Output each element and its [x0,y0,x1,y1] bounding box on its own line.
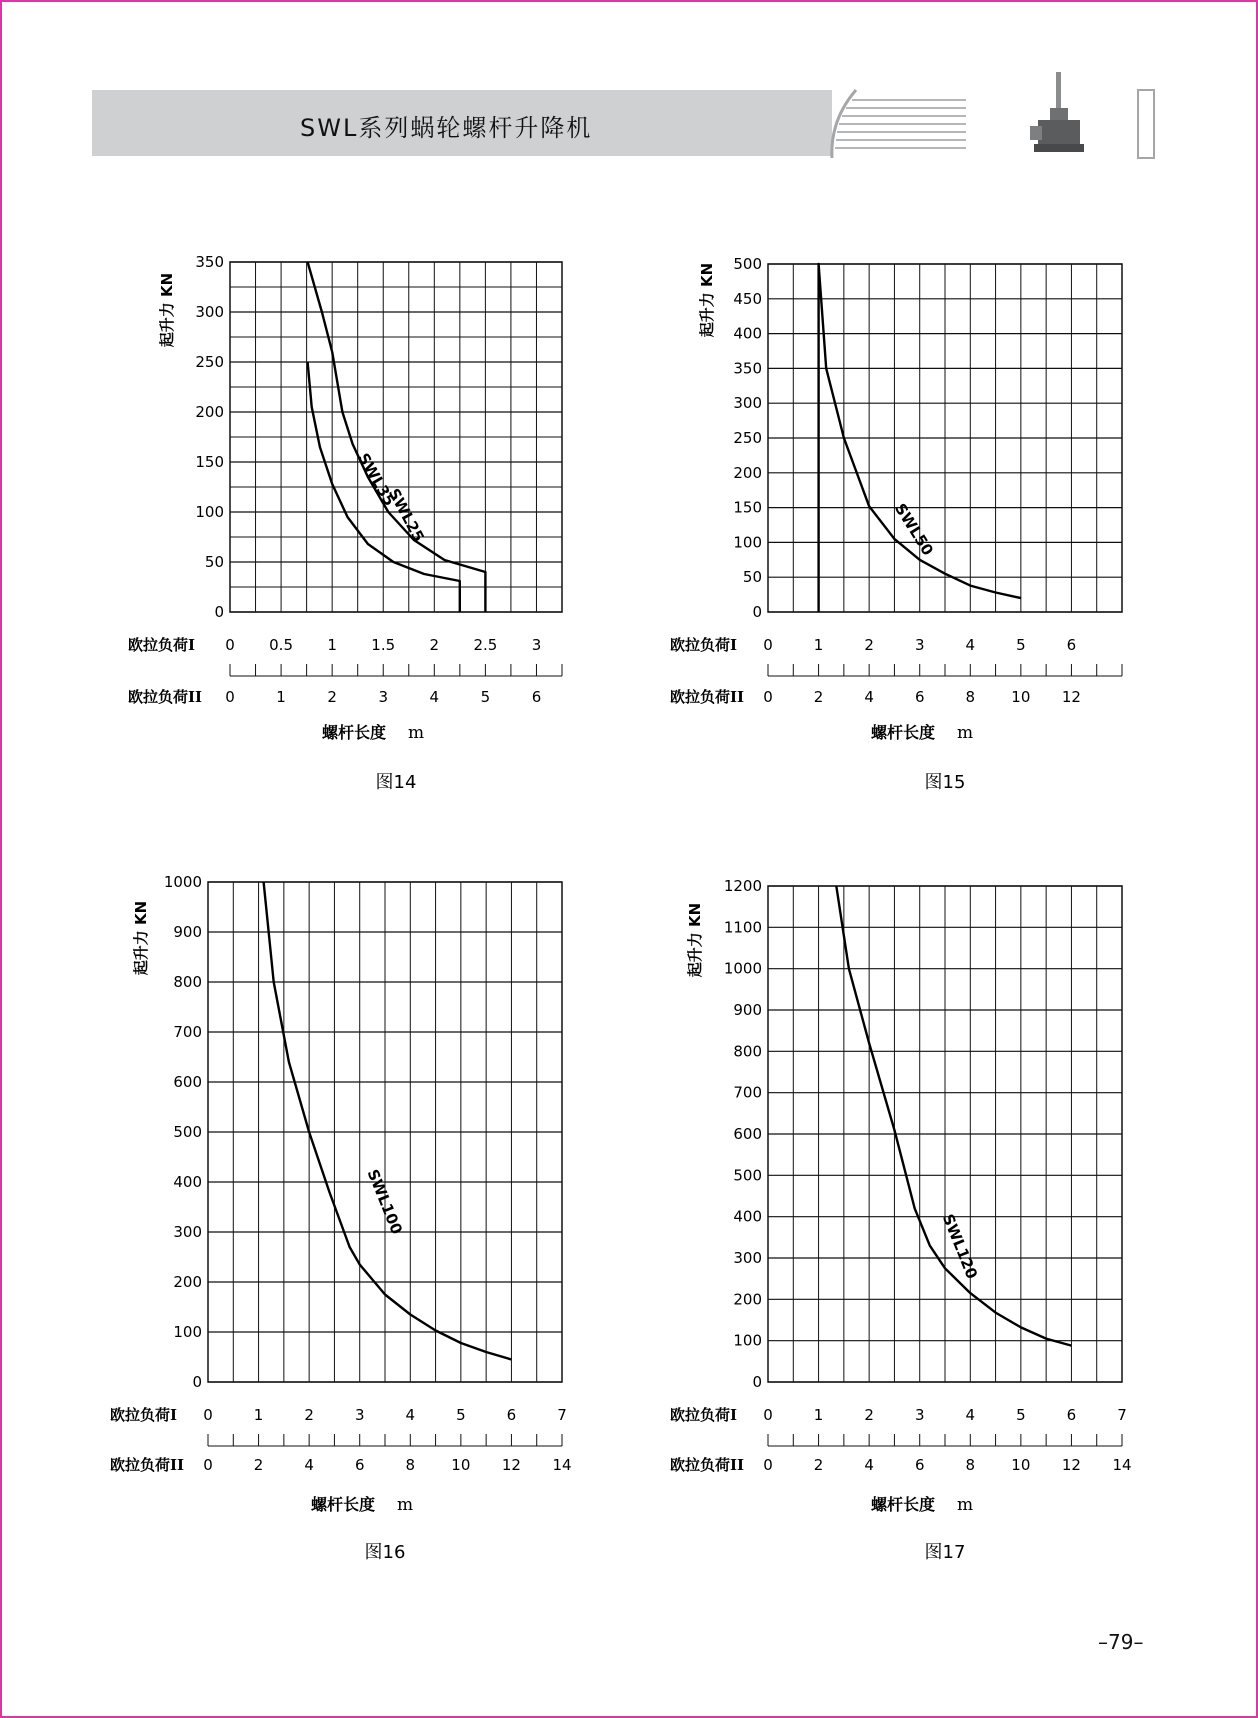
series-label-swl100: SWL100 [363,1166,406,1237]
y-tick-label: 250 [195,353,224,371]
euler2-tick-label: 6 [914,688,925,706]
euler2-tick-label: 8 [405,1456,416,1474]
euler1-tick-label: 3 [914,1406,925,1424]
euler2-tick-label: 4 [864,1456,874,1474]
x-axis-label: 螺杆长度 [870,723,935,742]
y-tick-label: 300 [733,394,762,413]
euler2-tick-label: 6 [354,1456,365,1474]
euler1-tick-label: 4 [965,636,976,654]
euler1-tick-label: 1 [327,636,337,654]
y-tick-label: 250 [733,429,762,447]
euler1-tick-label: 2 [864,636,874,654]
euler2-tick-label: 4 [864,688,874,706]
euler1-tick-label: 4 [965,1406,976,1424]
euler1-tick-label: 1 [253,1406,264,1424]
y-tick-label: 800 [173,973,202,991]
euler1-tick-label: 1 [813,1406,824,1424]
euler2-tick-label: 0 [763,688,773,706]
euler2-tick-label: 10 [1011,688,1031,706]
y-axis-label: 起升力 KN [158,272,176,348]
x-axis-unit: m [397,1495,414,1515]
y-tick-label: 100 [173,1323,202,1341]
y-tick-label: 400 [733,1207,762,1226]
series-label-swl25: SWL25 [384,485,428,545]
y-tick-label: 50 [204,553,224,571]
figure-caption: 图16 [364,1542,406,1563]
y-tick-label: 300 [733,1249,762,1267]
y-tick-label: 800 [733,1042,762,1061]
y-tick-label: 1000 [723,959,762,978]
y-tick-label: 100 [195,503,224,521]
euler1-tick-label: 0 [203,1406,213,1424]
grid [230,262,562,612]
figure-caption: 图14 [375,772,417,793]
euler1-tick-label: 3 [354,1406,365,1424]
series-line-swl100 [264,882,512,1360]
euler1-tick-label: 2.5 [473,636,498,654]
euler2-tick-label: 12 [501,1456,521,1474]
euler2-label: 欧拉负荷II [670,1456,745,1474]
x-axis-unit: m [957,1495,974,1515]
euler2-tick-label: 0 [225,688,235,706]
euler2-tick-label: 14 [1112,1456,1132,1474]
euler1-label: 欧拉负荷I [110,1406,178,1424]
euler2-tick-label: 0 [763,1456,773,1474]
y-tick-label: 400 [173,1173,202,1191]
euler2-tick-label: 6 [914,1456,925,1474]
y-tick-label: 0 [192,1373,202,1391]
series-label-swl120: SWL120 [938,1211,982,1282]
y-tick-label: 400 [733,324,762,343]
y-tick-label: 500 [173,1123,202,1141]
y-tick-label: 1000 [163,873,202,891]
euler1-tick-label: 7 [557,1406,567,1424]
chart-4 [670,877,1132,1563]
euler2-tick-label: 12 [1061,1456,1081,1474]
x-axis-label: 螺杆长度 [321,723,386,742]
page-title: SWL系列蜗轮螺杆升降机 [300,114,593,142]
y-tick-label: 450 [733,289,762,308]
euler2-tick-label: 2 [813,688,824,706]
y-tick-label: 50 [742,568,762,587]
euler2-tick-label: 4 [304,1456,314,1474]
series-line-swl120 [836,886,1071,1346]
y-axis-label: 起升力 KN [698,262,716,338]
euler2-label: 欧拉负荷II [110,1456,185,1474]
grid [208,882,562,1382]
grid [768,886,1122,1382]
euler1-tick-label: 0 [763,636,773,654]
page-number: –79– [1098,1630,1144,1654]
euler1-tick-label: 5 [1016,636,1026,654]
x-axis-unit: m [408,723,425,743]
euler2-tick-label: 8 [965,1456,976,1474]
euler1-tick-label: 3 [914,636,925,654]
euler1-tick-label: 0 [225,636,235,654]
euler2-tick-label: 8 [965,688,976,706]
euler2-tick-label: 2 [327,688,337,706]
euler1-label: 欧拉负荷I [670,636,738,654]
euler2-tick-label: 10 [1011,1456,1031,1474]
y-axis-label: 起升力 KN [132,900,150,976]
euler1-tick-label: 0.5 [269,636,294,654]
grid [768,264,1122,612]
y-tick-label: 1100 [723,918,762,937]
euler2-tick-label: 2 [813,1456,824,1474]
x-axis-label: 螺杆长度 [870,1495,935,1514]
x-axis-unit: m [957,723,974,743]
euler1-tick-label: 5 [456,1406,466,1424]
euler2-tick-label: 12 [1061,688,1081,706]
y-tick-label: 200 [733,1290,762,1309]
y-tick-label: 350 [195,253,224,271]
y-tick-label: 500 [733,255,762,273]
y-tick-label: 0 [752,603,762,621]
y-tick-label: 0 [752,1373,762,1391]
euler2-tick-label: 2 [253,1456,264,1474]
euler1-tick-label: 1.5 [371,636,396,654]
chart-1 [128,253,562,793]
y-tick-label: 0 [214,603,224,621]
y-tick-label: 600 [733,1125,762,1143]
y-tick-label: 100 [733,533,762,552]
euler1-label: 欧拉负荷I [670,1406,738,1424]
euler1-tick-label: 2 [864,1406,874,1424]
chart-3 [110,873,572,1563]
y-axis-label: 起升力 KN [686,902,704,978]
euler2-tick-label: 4 [429,688,440,706]
y-tick-label: 100 [733,1331,762,1350]
y-tick-label: 200 [733,463,762,482]
y-tick-label: 1200 [723,877,762,895]
euler1-tick-label: 0 [763,1406,773,1424]
euler2-tick-label: 10 [451,1456,471,1474]
euler1-tick-label: 1 [813,636,824,654]
euler2-tick-label: 6 [531,688,542,706]
y-tick-label: 200 [195,403,224,421]
series-label-swl50: SWL50 [891,500,937,559]
euler1-tick-label: 6 [1066,1406,1077,1424]
y-tick-label: 150 [195,453,224,471]
x-axis-label: 螺杆长度 [310,1495,375,1514]
euler1-tick-label: 6 [1066,636,1077,654]
y-tick-label: 900 [173,923,202,941]
euler1-tick-label: 6 [506,1406,517,1424]
figure-caption: 图17 [924,1542,966,1563]
euler1-tick-label: 2 [429,636,440,654]
y-tick-label: 300 [195,303,224,321]
series-label-swl35: SWL35 [354,450,399,510]
euler1-tick-label: 7 [1117,1406,1127,1424]
euler2-label: 欧拉负荷II [128,688,203,706]
euler1-tick-label: 3 [531,636,542,654]
euler1-tick-label: 5 [1016,1406,1026,1424]
euler2-label: 欧拉负荷II [670,688,745,706]
y-tick-label: 700 [173,1023,202,1041]
euler2-tick-label: 5 [480,688,491,706]
y-tick-label: 700 [733,1083,762,1102]
y-tick-label: 300 [173,1223,202,1241]
euler1-tick-label: 2 [304,1406,314,1424]
euler2-tick-label: 14 [552,1456,572,1474]
y-tick-label: 600 [173,1073,202,1091]
y-tick-label: 900 [733,1001,762,1019]
euler1-tick-label: 4 [405,1406,416,1424]
y-tick-label: 200 [173,1273,202,1291]
euler2-tick-label: 3 [378,688,389,706]
figure-caption: 图15 [924,772,966,793]
y-tick-label: 150 [733,498,762,517]
y-tick-label: 500 [733,1166,762,1185]
euler2-tick-label: 0 [203,1456,213,1474]
euler2-tick-label: 1 [276,688,286,706]
euler1-label: 欧拉负荷I [128,636,196,654]
chart-2 [670,255,1122,793]
y-tick-label: 350 [733,359,762,378]
